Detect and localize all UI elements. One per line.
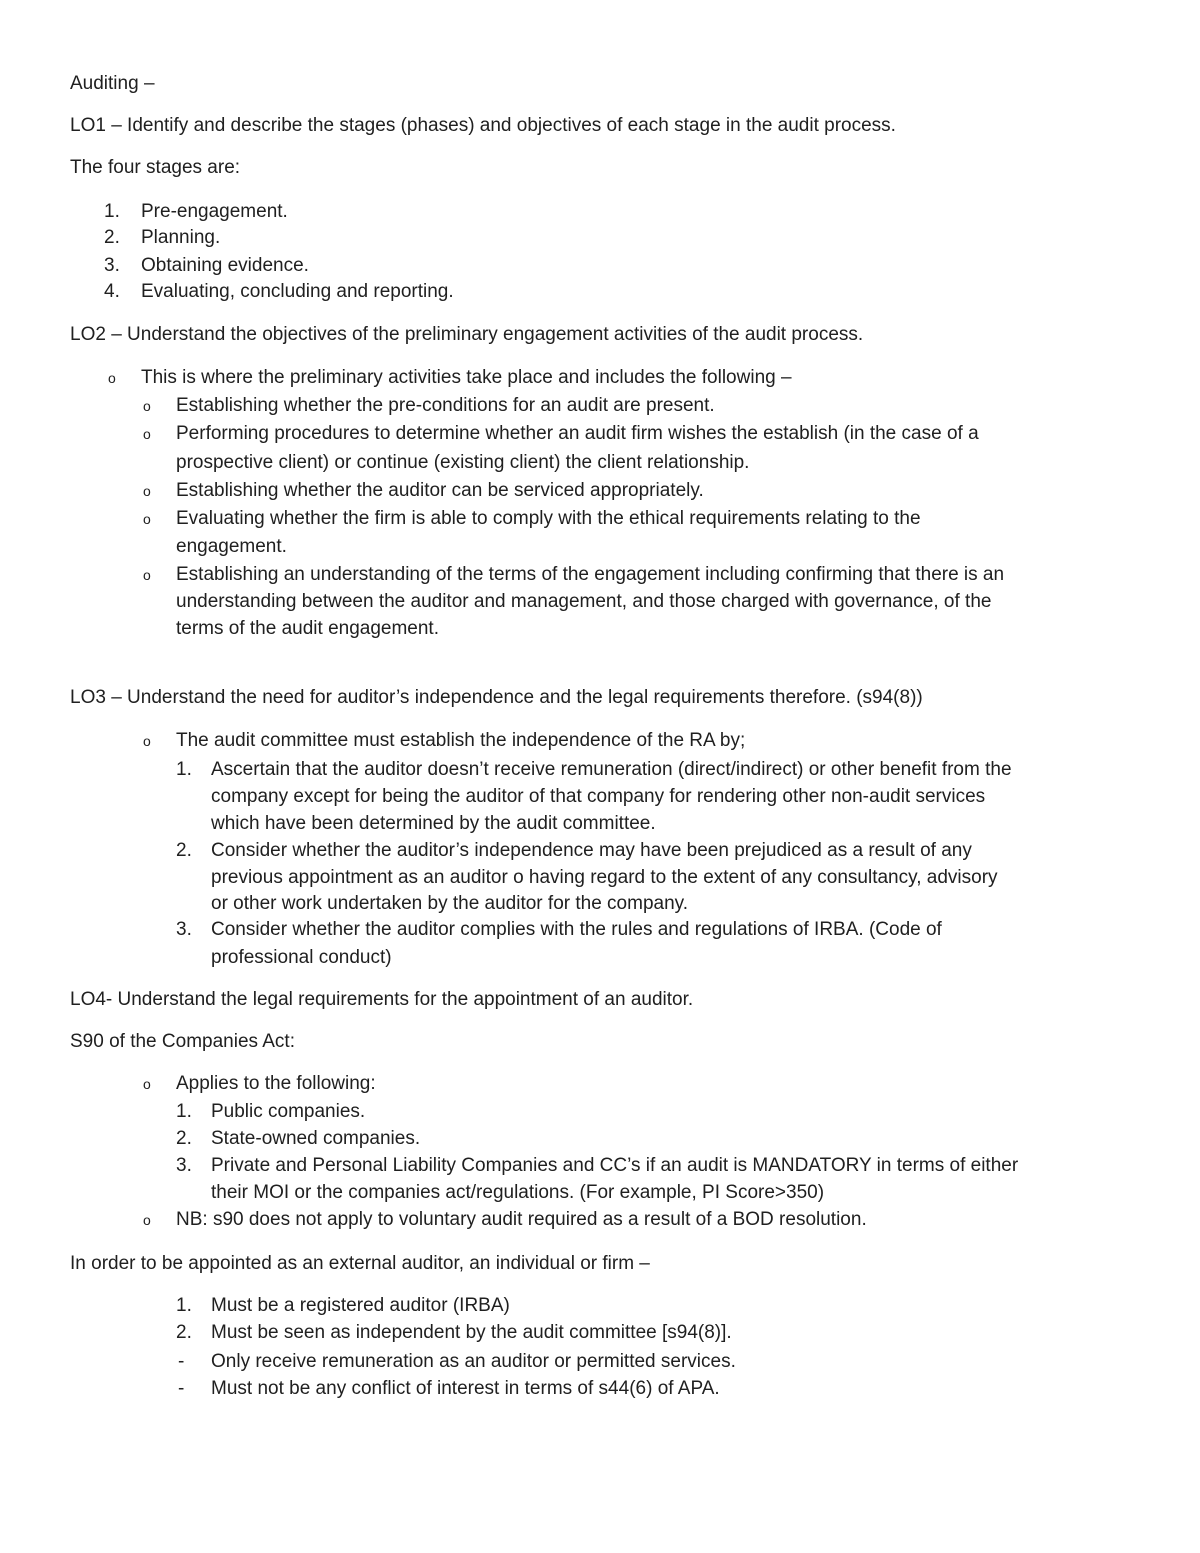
list-item: Evaluating, concluding and reporting. — [141, 281, 454, 302]
bullet-marker: o — [143, 426, 151, 442]
lo1-intro: The four stages are: — [70, 157, 241, 178]
list-item-continuation: or other work undertaken by the auditor for the company. — [211, 893, 689, 914]
s90-nb-note: NB: s90 does not apply to voluntary audit required as a result of a BOD resolution. — [176, 1209, 867, 1230]
bullet-marker: o — [143, 1212, 151, 1228]
list-item: Consider whether the auditor’s independence may have been prejudiced as a result of any — [211, 840, 972, 861]
bullet-marker: o — [143, 567, 151, 583]
list-marker: 2. — [176, 1322, 192, 1343]
list-item: Planning. — [141, 227, 221, 248]
list-item-continuation: previous appointment as an auditor o having regard to the extent of any consultancy, advisory — [211, 867, 998, 888]
bullet-marker: o — [108, 370, 116, 386]
list-marker: 3. — [104, 255, 120, 276]
list-item: Pre-engagement. — [141, 201, 288, 222]
lo1-heading: LO1 – Identify and describe the stages (phases) and objectives of each stage in the audit process. — [70, 115, 896, 136]
list-marker: 4. — [104, 281, 120, 302]
lo3-lead: The audit committee must establish the independence of the RA by; — [176, 730, 746, 751]
list-item: Evaluating whether the firm is able to comply with the ethical requirements relating to the — [176, 508, 921, 529]
bullet-marker: o — [143, 511, 151, 527]
list-marker: 3. — [176, 919, 192, 940]
bullet-marker: o — [143, 733, 151, 749]
list-item: Must be seen as independent by the audit committee [s94(8)]. — [211, 1322, 732, 1343]
list-marker: 1. — [176, 759, 192, 780]
list-item-continuation: prospective client) or continue (existing client) the client relationship. — [176, 452, 750, 473]
list-item: State-owned companies. — [211, 1128, 421, 1149]
lo2-lead: This is where the preliminary activities take place and includes the following – — [141, 367, 792, 388]
list-item: Must be a registered auditor (IRBA) — [211, 1295, 510, 1316]
list-item: Obtaining evidence. — [141, 255, 309, 276]
list-item: Performing procedures to determine whether an audit firm wishes the establish (in the case of a — [176, 423, 979, 444]
list-item: Establishing an understanding of the terms of the engagement including confirming that there is an — [176, 564, 1005, 585]
list-marker: 3. — [176, 1155, 192, 1176]
list-item: Private and Personal Liability Companies and CC’s if an audit is MANDATORY in terms of either — [211, 1155, 1019, 1176]
list-marker: 2. — [176, 840, 192, 861]
list-item-continuation: their MOI or the companies act/regulations. (For example, PI Score>350) — [211, 1182, 825, 1203]
list-marker: 1. — [176, 1101, 192, 1122]
list-marker: 1. — [176, 1295, 192, 1316]
lo3-heading: LO3 – Understand the need for auditor’s independence and the legal requirements therefore. (s94(8)) — [70, 687, 923, 708]
lo2-heading: LO2 – Understand the objectives of the preliminary engagement activities of the audit process. — [70, 324, 864, 345]
list-item-continuation: terms of the audit engagement. — [176, 618, 439, 639]
list-marker: 2. — [104, 227, 120, 248]
s90-applies: Applies to the following: — [176, 1073, 376, 1094]
list-marker: 2. — [176, 1128, 192, 1149]
dash-marker: - — [178, 1351, 185, 1372]
list-item-continuation: understanding between the auditor and management, and those charged with governance, of the — [176, 591, 992, 612]
appointment-intro: In order to be appointed as an external auditor, an individual or firm – — [70, 1253, 650, 1274]
lo4-heading: LO4- Understand the legal requirements for the appointment of an auditor. — [70, 989, 694, 1010]
document-title: Auditing – — [70, 73, 155, 94]
list-item: Public companies. — [211, 1101, 366, 1122]
dash-marker: - — [178, 1378, 185, 1399]
list-item-continuation: which have been determined by the audit committee. — [211, 813, 656, 834]
list-item-continuation: company except for being the auditor of that company for rendering other non-audit services — [211, 786, 986, 807]
bullet-marker: o — [143, 398, 151, 414]
list-item-continuation: engagement. — [176, 536, 287, 557]
list-item: Consider whether the auditor complies with the rules and regulations of IRBA. (Code of — [211, 919, 942, 940]
list-item-continuation: professional conduct) — [211, 947, 392, 968]
list-item: Establishing whether the pre-conditions for an audit are present. — [176, 395, 715, 416]
bullet-marker: o — [143, 1076, 151, 1092]
list-item: Must not be any conflict of interest in terms of s44(6) of APA. — [211, 1378, 720, 1399]
s90-heading: S90 of the Companies Act: — [70, 1031, 295, 1052]
list-item: Ascertain that the auditor doesn’t receive remuneration (direct/indirect) or other benefit from the — [211, 759, 1012, 780]
bullet-marker: o — [143, 483, 151, 499]
list-item: Establishing whether the auditor can be serviced appropriately. — [176, 480, 704, 501]
list-marker: 1. — [104, 201, 120, 222]
list-item: Only receive remuneration as an auditor or permitted services. — [211, 1351, 736, 1372]
